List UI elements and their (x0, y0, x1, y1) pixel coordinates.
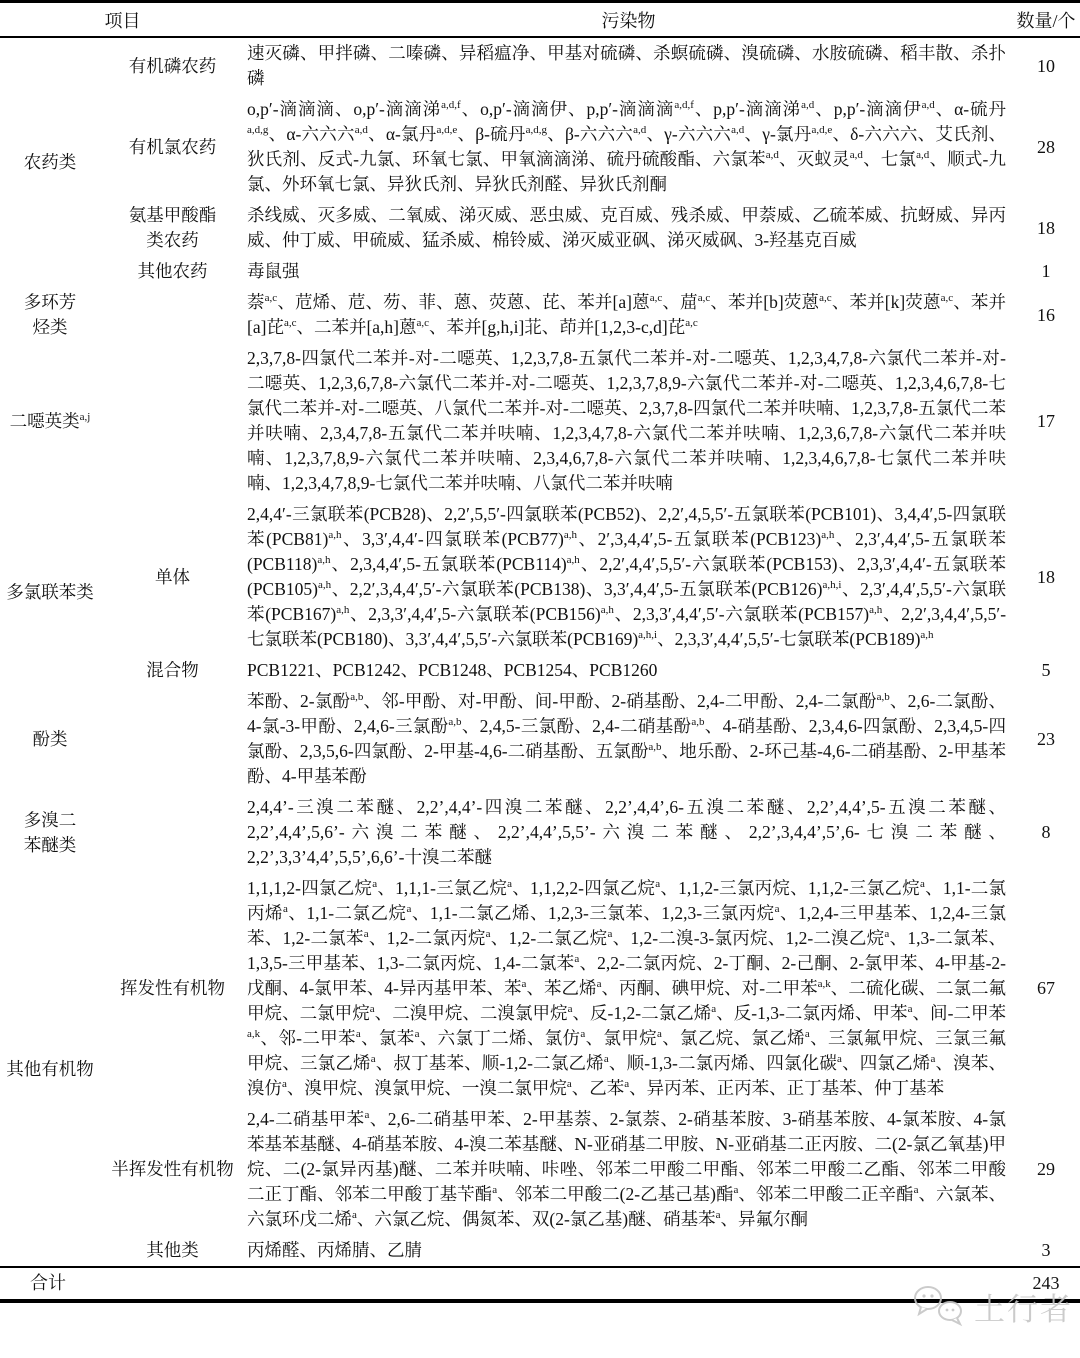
subgroup-cell: 挥发性有机物 (120, 978, 225, 998)
count-cell: 3 (1041, 1240, 1051, 1260)
total-label: 合计 (0, 1267, 1012, 1301)
count-cell: 29 (1037, 1159, 1055, 1179)
watermark-text: 土行者 (974, 1291, 1073, 1327)
pollutants-cell: 苯酚、2-氯酚$^{a,b}$、邻-甲酚、对-甲酚、间-甲酚、2-硝基酚、2,4-二甲酚、2,4-二氯酚$^{a,b}$、2,6-二氯酚、4-氯-3-甲酚、2,4,6-三氯酚$^{a,b}$、2,4,5-三氯酚、2,4-二硝基酚$^{a,b}$、4-硝基酚、2,3,4,6-四氯酚、2,3,4,5-四氯酚、2,3,5,6-四氯酚、2-甲基-4,6-二硝基酚、五氯酚$^{a,b}$、地乐酚、2-环己基-4,6-二硝基酚、2-甲基苯酚、4-甲基苯酚 (247, 691, 1007, 786)
group-cell: 多氯联苯类 (6, 582, 94, 602)
subgroup-cell: 其他类 (146, 1240, 199, 1260)
table-row (0, 200, 1080, 256)
pollutants-cell: 2,4-二硝基甲苯$^a$、2,6-二硝基甲苯、2-甲基萘、2-氯萘、2-硝基苯胺、3-硝基苯胺、4-氯苯胺、4-氯苯基苯基醚、4-硝基苯胺、4-溴二苯基醚、N-亚硝基二甲胺、N-亚硝基二正丙胺、二(2-氯乙氧基)甲烷、二(2-氯异丙基)醚、二苯并呋喃、咔唑、邻苯二甲酸二甲酯、邻苯二甲酸二乙酯、邻苯二甲酸二正丁酯、邻苯二甲酸丁基苄酯$^a$、邻苯二甲酸二(2-乙基己基)酯$^a$、邻苯二甲酸二正辛酯$^a$、六氯苯、六氯环戊二烯$^a$、六氯乙烷、偶氮苯、双(2-氯乙基)醚、硝基苯$^a$、异氟尔酮 (247, 1109, 1007, 1229)
group-cell: 其他有机物 (6, 1059, 94, 1079)
group-cell: 二噁英类$^{a,j}$ (9, 410, 91, 431)
pollutants-cell: 毒鼠强 (247, 261, 300, 281)
subgroup-cell: 单体 (155, 566, 190, 587)
group-cell: 多溴二 苯醚类 (23, 809, 77, 855)
table-footer (0, 1267, 1080, 1301)
group-cell: 酚类 (32, 728, 68, 749)
group-cell: 农药类 (23, 152, 77, 172)
total-value: 243 (1012, 1267, 1080, 1301)
total-row (0, 1267, 1080, 1301)
table-body (0, 37, 1080, 1267)
subgroup-cell (100, 343, 245, 499)
subgroup-cell: 氨基甲酸酯 类农药 (128, 205, 217, 250)
table-row (0, 1235, 1080, 1267)
table-row (0, 94, 1080, 200)
pollutants-cell: 速灭磷、甲拌磷、二嗪磷、异稻瘟净、甲基对硫磷、杀螟硫磷、溴硫磷、水胺硫磷、稻丰散、杀扑磷 (247, 43, 1006, 88)
subgroup-cell: 有机氯农药 (128, 136, 217, 157)
table-row (0, 343, 1080, 499)
table-row (0, 792, 1080, 873)
count-cell: 18 (1037, 217, 1055, 238)
pollutants-cell: 丙烯醛、丙烯腈、乙腈 (247, 1240, 422, 1260)
group-cell: 多环芳 烃类 (23, 292, 77, 337)
subgroup-cell: 其他农药 (137, 261, 208, 281)
count-cell: 28 (1037, 136, 1055, 157)
subgroup-cell: 混合物 (146, 660, 199, 680)
header-pollutant: 污染物 (245, 2, 1012, 38)
header-item: 项目 (0, 2, 245, 38)
table-row (0, 287, 1080, 343)
pollutants-cell: 2,3,7,8-四氯代二苯并-对-二噁英、1,2,3,7,8-五氯代二苯并-对-二噁英、1,2,3,4,7,8-六氯代二苯并-对-二噁英、1,2,3,6,7,8-六氯代二苯并-对-二噁英、1,2,3,7,8,9-六氯代二苯并-对-二噁英、1,2,3,4,6,7,8-七氯代二苯并-对-二噁英、八氯代二苯并-对-二噁英、2,3,7,8-四氯代二苯并呋喃、1,2,3,7,8-五氯代二苯并呋喃、2,3,4,7,8-五氯代二苯并呋喃、1,2,3,4,7,8-六氯代二苯并呋喃、1,2,3,6,7,8-六氯代二苯并呋喃、1,2,3,7,8,9-六氯代二苯并呋喃、2,3,4,6,7,8-六氯代二苯并呋喃、1,2,3,4,6,7,8-七氯代二苯并呋喃、1,2,3,4,7,8,9-七氯代二苯并呋喃、八氯代二苯并呋喃 (247, 348, 1006, 493)
subgroup-cell: 半挥发性有机物 (111, 1159, 234, 1179)
table-row (0, 686, 1080, 792)
subgroup-cell: 有机磷农药 (128, 55, 217, 76)
count-cell: 8 (1041, 822, 1051, 842)
pollutants-cell: 2,4,4′-三氯联苯(PCB28)、2,2′,5,5′-四氯联苯(PCB52)、2,2′,4,5,5′-五氯联苯(PCB101)、3,4,4′,5-四氯联苯$(PCB81)^{a,h}$、3,3′,4,4′-四氯联苯$(PCB77)^{a,h}$、2′,3,4,4′,5-五氯联苯$(PCB123)^{a,h}$、2,3′,4,4′,5-五氯联苯$(PCB118)^{a,h}$、2,3,4,4′,5-五氯联苯$(PCB114)^{a,h}$、2,2′,4,4′,5,5′-六氯联苯(PCB153)、2,3,3′,4,4′-五氯联苯$(PCB105)^{a,h}$、2,2′,3,4,4′,5′-六氯联苯(PCB138)、3,3′,4,4′,5-五氯联苯$(PCB126)^{a,h,i}$、2,3′,4,4′,5,5′-六氯联苯$(PCB167)^{a,h}$、2,3,3′,4,4′,5-六氯联苯$(PCB156)^{a,h}$、2,3,3′,4,4′,5′-六氯联苯$(PCB157)^{a,h}$、2,2′,3,4,4′,5,5′-七氯联苯(PCB180)、3,3′,4,4′,5,5′-六氯联苯$(PCB169)^{a,h,i}$、2,3,3′,4,4′,5,5′-七氯联苯$(PCB189)^{a,h}$ (247, 504, 1007, 649)
header-row (0, 2, 1080, 38)
header-count: 数量/个 (1012, 2, 1080, 38)
table-header (0, 2, 1080, 38)
count-cell: 5 (1041, 660, 1051, 680)
table-row (0, 873, 1080, 1104)
table-row (0, 256, 1080, 287)
count-cell: 17 (1037, 410, 1055, 431)
table-row (0, 1104, 1080, 1235)
pollutants-cell: 杀线威、灭多威、二氧威、涕灭威、恶虫威、克百威、残杀威、甲萘威、乙硫苯威、抗蚜威、异丙威、仲丁威、甲硫威、猛杀威、棉铃威、涕灭威亚砜、涕灭威砜、3-羟基克百威 (247, 205, 1006, 250)
table-row (0, 499, 1080, 655)
table-row (0, 655, 1080, 686)
count-cell: 10 (1037, 55, 1055, 76)
count-cell: 16 (1037, 304, 1055, 325)
pollutants-cell: 萘$^{a,c}$、苊烯、苊、芴、菲、蒽、荧蒽、芘、苯并[a]蒽$^{a,c}$、䓛$^{a,c}$、苯并[b]荧蒽$^{a,c}$、苯并[k]荧蒽$^{a,c}$、苯并[a]芘$^{a,c}$、二苯并[a,h]蒽$^{a,c}$、苯并[g,h,i]苝、茚并[1,2,3-c,d]芘$^{a,c}$ (247, 292, 1007, 337)
subgroup-cell (100, 686, 245, 792)
subgroup-cell (100, 792, 245, 873)
count-cell: 18 (1037, 566, 1055, 587)
count-cell: 1 (1041, 261, 1051, 281)
count-cell: 23 (1037, 728, 1055, 749)
pollutants-cell: o,p′-滴滴滴、o,p′-滴滴涕$^{a,d,f}$、o,p′-滴滴伊、p,p′-滴滴滴$^{a,d,f}$、p,p′-滴滴涕$^{a,d}$、p,p′-滴滴伊$^{a,d}$、α-硫丹$^{a,d,g}$、α-六六六$^{a,d}$、α-氯丹$^{a,d,e}$、β-硫丹$^{a,d,g}$、β-六六六$^{a,d}$、γ-六六六$^{a,d}$、γ-氯丹$^{a,d,e}$、δ-六六六、艾氏剂、狄氏剂、反式-九氯、环氧七氯、甲氧滴滴涕、硫丹硫酸酯、六氯苯$^{a,d}$、灭蚁灵$^{a,d}$、七氯$^{a,d}$、顺式-九氯、外环氧七氯、异狄氏剂、异狄氏剂醛、异狄氏剂酮 (247, 99, 1007, 194)
pollutants-cell: 1,1,1,2-四氯乙烷$^a$、1,1,1-三氯乙烷$^a$、1,1,2,2-四氯乙烷$^a$、1,1,2-三氯丙烷、1,1,2-三氯乙烷$^a$、1,1-二氯丙烯$^a$、1,1-二氯乙烷$^a$、1,1-二氯乙烯、1,2,3-三氯苯、1,2,3-三氯丙烷$^a$、1,2,4-三甲基苯、1,2,4-三氯苯、1,2-二氯苯$^a$、1,2-二氯丙烷$^a$、1,2-二氯乙烷$^a$、1,2-二溴-3-氯丙烷、1,2-二溴乙烷$^a$、1,3-二氯苯、1,3,5-三甲基苯、1,3-二氯丙烷、1,4-二氯苯$^a$、2,2-二氯丙烷、2-丁酮、2-己酮、2-氯甲苯、4-甲基-2-戊酮、4-氯甲苯、4-异丙基甲苯、苯$^a$、苯乙烯$^a$、丙酮、碘甲烷、对-二甲苯$^{a,k}$、二硫化碳、二氯二氟甲烷、二氯甲烷$^a$、二溴甲烷、二溴氯甲烷$^a$、反-1,2-二氯乙烯$^a$、反-1,3-二氯丙烯、甲苯$^a$、间-二甲苯$^{a,k}$、邻-二甲苯$^a$、氯苯$^a$、六氯丁二烯、氯仿$^a$、氯甲烷$^a$、氯乙烷、氯乙烯$^a$、三氯氟甲烷、三氯三氟甲烷、三氯乙烯$^a$、叔丁基苯、顺-1,2-二氯乙烯$^a$、顺-1,3-二氯丙烯、四氯化碳$^a$、四氯乙烯$^a$、溴苯、溴仿$^a$、溴甲烷、溴氯甲烷、一溴二氯甲烷$^a$、乙苯$^a$、异丙苯、正丙苯、正丁基苯、仲丁基苯 (247, 878, 1007, 1098)
subgroup-cell (100, 287, 245, 343)
table-row (0, 37, 1080, 94)
count-cell: 67 (1037, 978, 1055, 998)
pollutants-cell: 2,4,4’-三溴二苯醚、2,2’,4,4’-四溴二苯醚、2,2’,4,4’,6-五溴二苯醚、2,2’,4,4’,5-五溴二苯醚、2,2’,4,4’,5,6’-六溴二苯醚、2,2’,4,4’,5,5’-六溴二苯醚、2,2’,3,4,4’,5’,6-七溴二苯醚、2,2’,3,3’4,4’,5,5’,6,6’-十溴二苯醚 (247, 797, 1006, 867)
pollutants-cell: PCB1221、PCB1242、PCB1248、PCB1254、PCB1260 (247, 660, 658, 680)
